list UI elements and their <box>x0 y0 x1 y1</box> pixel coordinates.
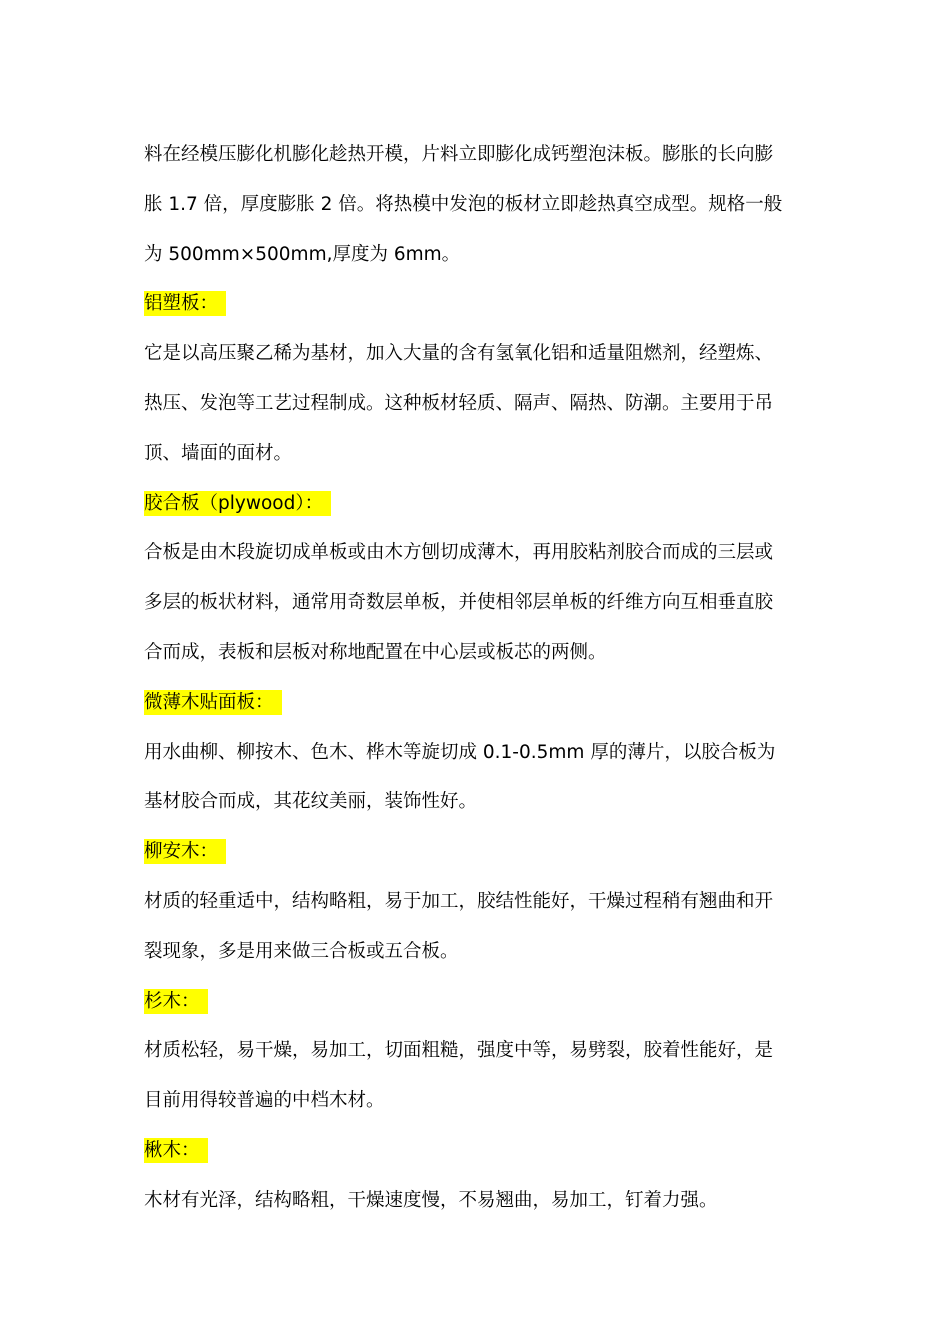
document-body <box>144 130 812 1226</box>
text-line: 顶、墙面的面材。 <box>144 442 293 464</box>
heading-catalpa-wood <box>144 1126 812 1176</box>
highlighted-heading-text: 柳安木： <box>144 839 226 864</box>
highlighted-heading-text: 杉木： <box>144 989 208 1014</box>
paragraph-fir-wood <box>144 1026 812 1126</box>
text-line: 多层的板状材料，通常用奇数层单板，并使相邻层单板的纤维方向互相垂直胶 <box>144 592 774 614</box>
text-line: 料在经模压膨化机膨化趁热开模，片料立即膨化成钙塑泡沫板。膨胀的长向膨 <box>144 144 774 165</box>
paragraph-catalpa-wood <box>144 1176 812 1226</box>
paragraph-aluminum-plastic-board <box>144 329 812 478</box>
text-line: 合板是由木段旋切成单板或由木方刨切成薄木，再用胶粘剂胶合而成的三层或 <box>144 542 774 564</box>
heading-veneer-panel <box>144 678 812 728</box>
text-line: 合而成，表板和层板对称地配置在中心层或板芯的两侧。 <box>144 641 607 663</box>
heading-lauan-wood <box>144 827 812 877</box>
highlighted-heading-text: 铝塑板： <box>144 291 226 316</box>
text-line: 基材胶合而成，其花纹美丽，装饰性好。 <box>144 791 478 813</box>
heading-fir-wood <box>144 977 812 1027</box>
highlighted-heading-text: 楸木： <box>144 1138 208 1163</box>
text-line: 木材有光泽，结构略粗，干燥速度慢，不易翘曲，易加工，钉着力强。 <box>144 1189 718 1211</box>
text-line: 用水曲柳、柳按木、色木、桦木等旋切成 0.1-0.5mm 厚的薄片，以胶合板为 <box>144 741 776 763</box>
text-line: 材质的轻重适中，结构略粗，易于加工，胶结性能好，干燥过程稍有翘曲和开 <box>144 890 774 912</box>
text-line: 目前用得较普遍的中档木材。 <box>144 1090 385 1112</box>
paragraph-veneer-panel <box>144 728 812 828</box>
paragraph-lauan-wood <box>144 877 812 977</box>
text-line: 胀 1.7 倍，厚度膨胀 2 倍。将热模中发泡的板材立即趁热真空成型。规格一般 <box>144 193 783 215</box>
text-line: 材质松轻，易干燥，易加工，切面粗糙，强度中等，易劈裂，胶着性能好，是 <box>144 1040 774 1062</box>
paragraph-plywood <box>144 528 812 677</box>
highlighted-heading-text: 胶合板（plywood）： <box>144 491 331 516</box>
heading-plywood <box>144 479 812 529</box>
highlighted-heading-text: 微薄木贴面板： <box>144 690 282 715</box>
text-line: 为 500mm×500mm,厚度为 6mm。 <box>144 243 461 265</box>
text-line: 它是以高压聚乙稀为基材，加入大量的含有氢氧化铝和适量阻燃剂，经塑炼、 <box>144 343 774 365</box>
text-line: 裂现象，多是用来做三合板或五合板。 <box>144 940 459 962</box>
paragraph-foam-board <box>144 130 812 279</box>
heading-aluminum-plastic-board <box>144 279 812 329</box>
text-line: 热压、发泡等工艺过程制成。这种板材轻质、隔声、隔热、防潮。主要用于吊 <box>144 392 774 414</box>
